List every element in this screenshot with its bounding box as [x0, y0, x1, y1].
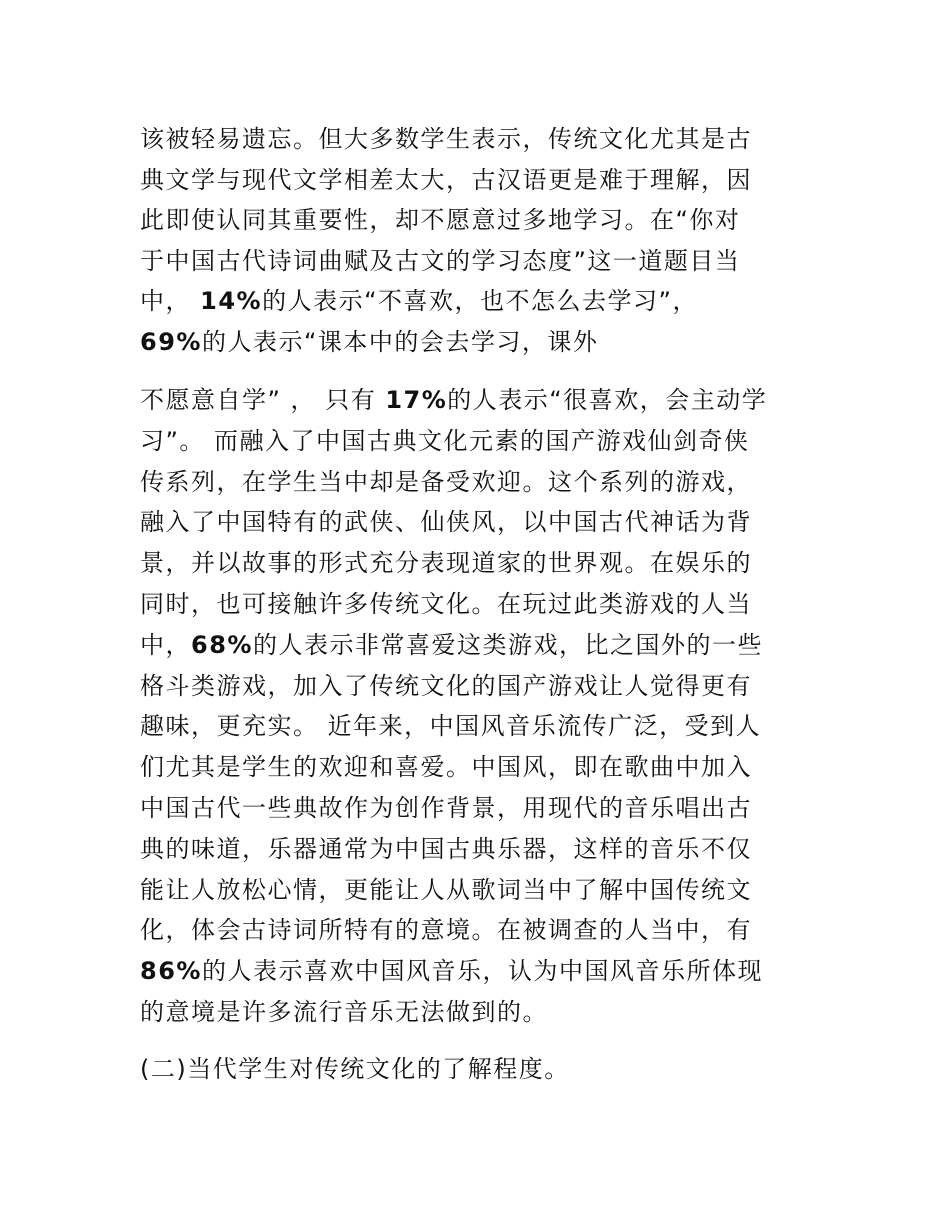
text-line — [140, 467, 752, 497]
text-line — [140, 997, 548, 1027]
text-line — [140, 834, 752, 864]
text-segment: 的人表示“很喜欢，会主动学 — [447, 386, 768, 414]
section-heading: (二)当代学生对传统文化的了解程度。 — [140, 1055, 570, 1083]
text-line — [140, 507, 752, 537]
text-line — [140, 548, 752, 578]
text-segment: 中， — [140, 630, 191, 659]
text-segment: 的人表示喜欢中国风音乐，认为中国风音乐所体现 — [201, 957, 763, 986]
text-line — [140, 711, 761, 741]
text-line — [140, 752, 752, 782]
text-line — [140, 671, 752, 701]
text-line — [140, 165, 752, 195]
text-segment: 格斗类游戏，加入了传统文化的国产游戏让人觉得更有 — [140, 671, 752, 700]
text-segment: 此即使认同其重要性，却不愿意过多地学习。在“你对 — [140, 206, 741, 235]
text-line — [140, 915, 752, 945]
text-segment: 趣味，更充实。 近年来，中国风音乐流传广泛，受到人 — [140, 712, 762, 741]
text-segment: 不愿意自学” ， 只有 — [140, 386, 386, 414]
percentage-figure: 68% — [191, 630, 253, 659]
text-line — [140, 124, 752, 154]
text-segment: 的人表示非常喜爱这类游戏，比之国外的一些 — [252, 630, 763, 659]
text-line — [140, 385, 767, 415]
text-segment: 中， — [140, 287, 201, 316]
text-segment: 的人表示“课本中的会去学习，课外 — [201, 328, 599, 356]
text-segment: 们尤其是学生的欢迎和喜爱。中国风，即在歌曲中加入 — [140, 753, 752, 782]
text-segment: 能让人放松心情，更能让人从歌词当中了解中国传统文 — [140, 875, 752, 904]
percentage-figure: 86% — [140, 957, 202, 986]
percentage-figure: 14% — [200, 287, 263, 316]
percentage-figure: 17% — [385, 386, 448, 414]
text-line — [140, 630, 763, 660]
text-line — [140, 589, 752, 619]
text-segment: 化，体会古诗词所特有的意境。在被调查的人当中，有 — [140, 916, 752, 945]
text-line — [140, 793, 752, 823]
text-line — [140, 426, 750, 456]
text-line — [140, 327, 598, 357]
text-line — [140, 875, 752, 905]
text-segment: 于中国古代诗词曲赋及古文的学习态度”这一道题目当 — [140, 246, 741, 275]
text-segment: 同时，也可接触许多传统文化。在玩过此类游戏的人当 — [140, 590, 752, 618]
text-segment: 的人表示“不喜欢，也不怎么去学习”， — [262, 287, 698, 316]
text-segment: 该被轻易遗忘。但大多数学生表示，传统文化尤其是古 — [140, 125, 752, 153]
text-segment: 景，并以故事的形式充分表现道家的世界观。在娱乐的 — [140, 549, 752, 578]
text-segment: 融入了中国特有的武侠、仙侠风，以中国古代神话为背 — [140, 508, 752, 537]
text-segment: 的意境是许多流行音乐无法做到的。 — [140, 998, 548, 1026]
text-segment: 中国古代一些典故作为创作背景，用现代的音乐唱出古 — [140, 794, 752, 822]
text-line — [140, 286, 698, 316]
text-segment: 习”。 而融入了中国古典文化元素的国产游戏仙剑奇侠 — [140, 426, 750, 455]
text-segment: 传系列，在学生当中却是备受欢迎。这个系列的游戏， — [140, 467, 752, 496]
text-line — [140, 956, 763, 986]
text-segment: 典的味道，乐器通常为中国古典乐器，这样的音乐不仅 — [140, 834, 752, 863]
text-segment: 典文学与现代文学相差太大，古汉语更是难于理解，因 — [140, 165, 752, 194]
text-line — [140, 246, 740, 276]
text-line — [140, 205, 740, 235]
percentage-figure: 69% — [140, 328, 202, 356]
